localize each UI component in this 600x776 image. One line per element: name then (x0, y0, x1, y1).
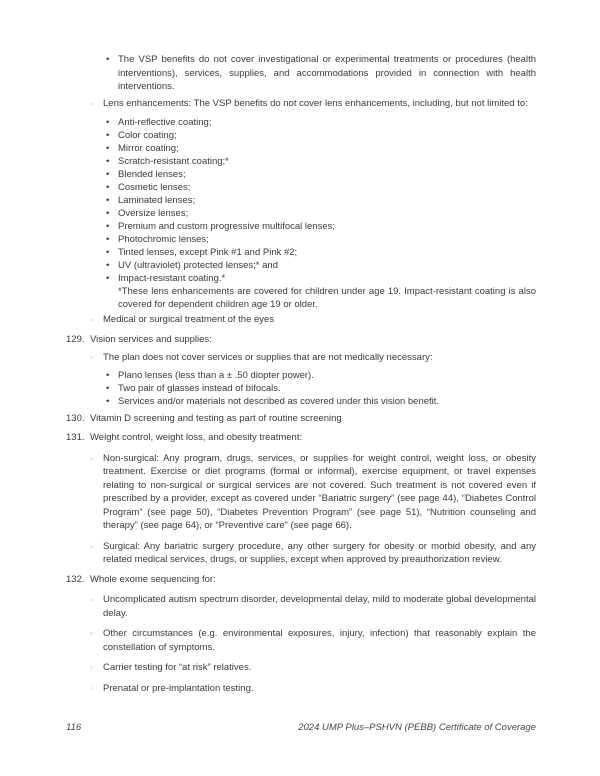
bullet-icon: ◦ (90, 663, 93, 672)
list-item-text: Premium and custom progressive multifocal lenses; (118, 221, 336, 232)
bullet-icon: • (106, 182, 110, 193)
item-number: 132. (66, 573, 85, 585)
item-number: 129. (66, 333, 85, 345)
bullet-icon: • (106, 260, 110, 271)
list-item (66, 155, 536, 168)
list-item (66, 627, 536, 654)
list-item-text: Blended lenses; (118, 169, 186, 180)
numbered-item-heading (66, 412, 536, 426)
item-number: 131. (66, 432, 85, 443)
list-item (66, 233, 536, 246)
item-title: Vision services and supplies: (90, 333, 212, 345)
bullet-icon: • (106, 273, 110, 284)
list-item-lens-enhancements (66, 97, 536, 111)
bullet-icon: • (106, 169, 110, 180)
numbered-item-heading (66, 333, 536, 347)
list-item-text: Surgical: Any bariatric surgery procedure, any other surgery for obesity or morbid obesity, and any related medical services, drugs, or supplies, except when approved by preauthorization review. (103, 540, 536, 565)
list-item-text: Lens enhancements: The VSP benefits do not cover lens enhancements, including, but not limited to: (103, 97, 528, 109)
list-item-text: Scratch-resistant coating;* (118, 156, 229, 167)
bullet-icon: ◦ (90, 629, 93, 638)
list-item (66, 540, 536, 567)
lens-footnote: *These lens enhancements are covered for children under age 19. Impact-resistant coating is also covered for dependent children age 19 or older. (118, 286, 536, 310)
bullet-icon: ◦ (90, 595, 93, 604)
bullet-icon: • (106, 247, 110, 258)
numbered-item-129 (66, 333, 536, 408)
list-item (66, 246, 536, 259)
list-item-text: Anti-reflective coating; (118, 117, 212, 128)
numbered-item-131 (66, 431, 536, 567)
page-footer (66, 721, 536, 735)
list-item (66, 142, 536, 155)
list-item-text: Medical or surgical treatment of the eyes (103, 314, 275, 325)
bullet-icon: • (106, 130, 110, 141)
bullet-icon: • (106, 234, 110, 245)
list-item-text: Uncomplicated autism spectrum disorder, developmental delay, mild to moderate global developmental delay. (103, 594, 536, 619)
list-item (66, 661, 536, 675)
list-item-text: Carrier testing for “at risk” relatives. (103, 662, 252, 673)
numbered-item-130 (66, 412, 536, 426)
bullet-icon: • (106, 156, 110, 167)
list-item-text: Other circumstances (e.g. environmental exposures, injury, infection) that reasonably explain the constellation of symptoms. (103, 628, 536, 653)
list-item-medical-eyes (66, 313, 536, 327)
bullet-icon: • (106, 382, 110, 394)
page-content (66, 53, 536, 695)
list-item-text: Tinted lenses, except Pink #1 and Pink #2; (118, 247, 298, 258)
vision-exclusions-list (66, 369, 536, 408)
list-item-text: Plano lenses (less than a ± .50 diopter power). (118, 369, 314, 381)
list-item (66, 593, 536, 620)
list-item (66, 168, 536, 181)
list-item-text: Color coating; (118, 130, 177, 141)
bullet-icon: • (106, 54, 110, 65)
numbered-item-heading (66, 573, 536, 587)
list-item-text: The plan does not cover services or supplies that are not medically necessary: (103, 352, 433, 363)
list-item (66, 369, 536, 382)
list-item (66, 382, 536, 395)
bullet-icon: • (106, 195, 110, 206)
list-item (66, 194, 536, 207)
bullet-icon: ◦ (90, 683, 93, 693)
bullet-icon: • (106, 143, 110, 154)
list-item-text: Photochromic lenses; (118, 234, 209, 245)
list-item (66, 129, 536, 142)
list-item-text: Mirror coating; (118, 143, 179, 154)
list-item (66, 116, 536, 129)
list-item (66, 207, 536, 220)
bullet-icon: ◦ (90, 98, 93, 108)
list-item-text: The VSP benefits do not cover investigational or experimental treatments or procedures (health interventions), services, supplies, and accommodations provided in connection with health interventions. (118, 54, 536, 92)
item-title: Weight control, weight loss, and obesity treatment: (90, 432, 303, 443)
list-item (66, 272, 536, 285)
list-item (66, 259, 536, 272)
bullet-icon: ◦ (90, 353, 93, 362)
bullet-icon: ◦ (90, 315, 93, 324)
bullet-icon: • (106, 369, 110, 381)
bullet-icon: • (106, 395, 110, 407)
list-item (66, 682, 536, 696)
list-item-text: Oversize lenses; (118, 208, 189, 219)
list-item (66, 395, 536, 408)
bullet-icon: ◦ (90, 453, 93, 463)
list-item-text: Impact-resistant coating.* (118, 273, 226, 284)
item-number: 130. (66, 412, 85, 424)
list-item-text: Two pair of glasses instead of bifocals. (118, 382, 281, 394)
numbered-item-heading (66, 431, 536, 445)
list-item-text: UV (ultraviolet) protected lenses;* and (118, 260, 278, 271)
list-item-text: Non-surgical: Any program, drugs, services, or supplies for weight control, weight loss, or obesity treatment. Exercise or diet programs (formal or informal), exercise equipment, or travel expenses relating to non-surgical or surgical services are not covered. Such treatment is not covered even if prescribed by a provider, except as covered under “Bariatric surgery” (see page 44), “Diabetes Control Program” (see page 50), “Diabetes Prevention Program” (see page 51), “Nutrition counseling and therapy” (see page 64), or “Preventive care” (see page 66). (103, 452, 536, 531)
item-title: Vitamin D screening and testing as part of routine screening (90, 412, 342, 424)
list-item (66, 181, 536, 194)
list-item-text: Cosmetic lenses; (118, 182, 191, 193)
list-item (66, 452, 536, 533)
list-item-vsp-exclusion (66, 53, 536, 94)
bullet-icon: • (106, 221, 110, 232)
list-item-text: Laminated lenses; (118, 195, 196, 206)
item-title: Whole exome sequencing for: (90, 573, 216, 585)
lens-enhancements-list (66, 116, 536, 311)
list-item (66, 351, 536, 365)
numbered-item-132 (66, 573, 536, 696)
footer-doc-title: 2024 UMP Plus–PSHVN (PEBB) Certificate of Coverage (298, 722, 536, 733)
bullet-icon: ◦ (90, 541, 93, 551)
list-item-text: Services and/or materials not described as covered under this vision benefit. (118, 395, 440, 407)
bullet-icon: • (106, 208, 110, 219)
page-number: 116 (66, 722, 82, 733)
list-item (66, 220, 536, 233)
list-item-text: Prenatal or pre-implantation testing. (103, 682, 254, 694)
bullet-icon: • (106, 117, 110, 128)
